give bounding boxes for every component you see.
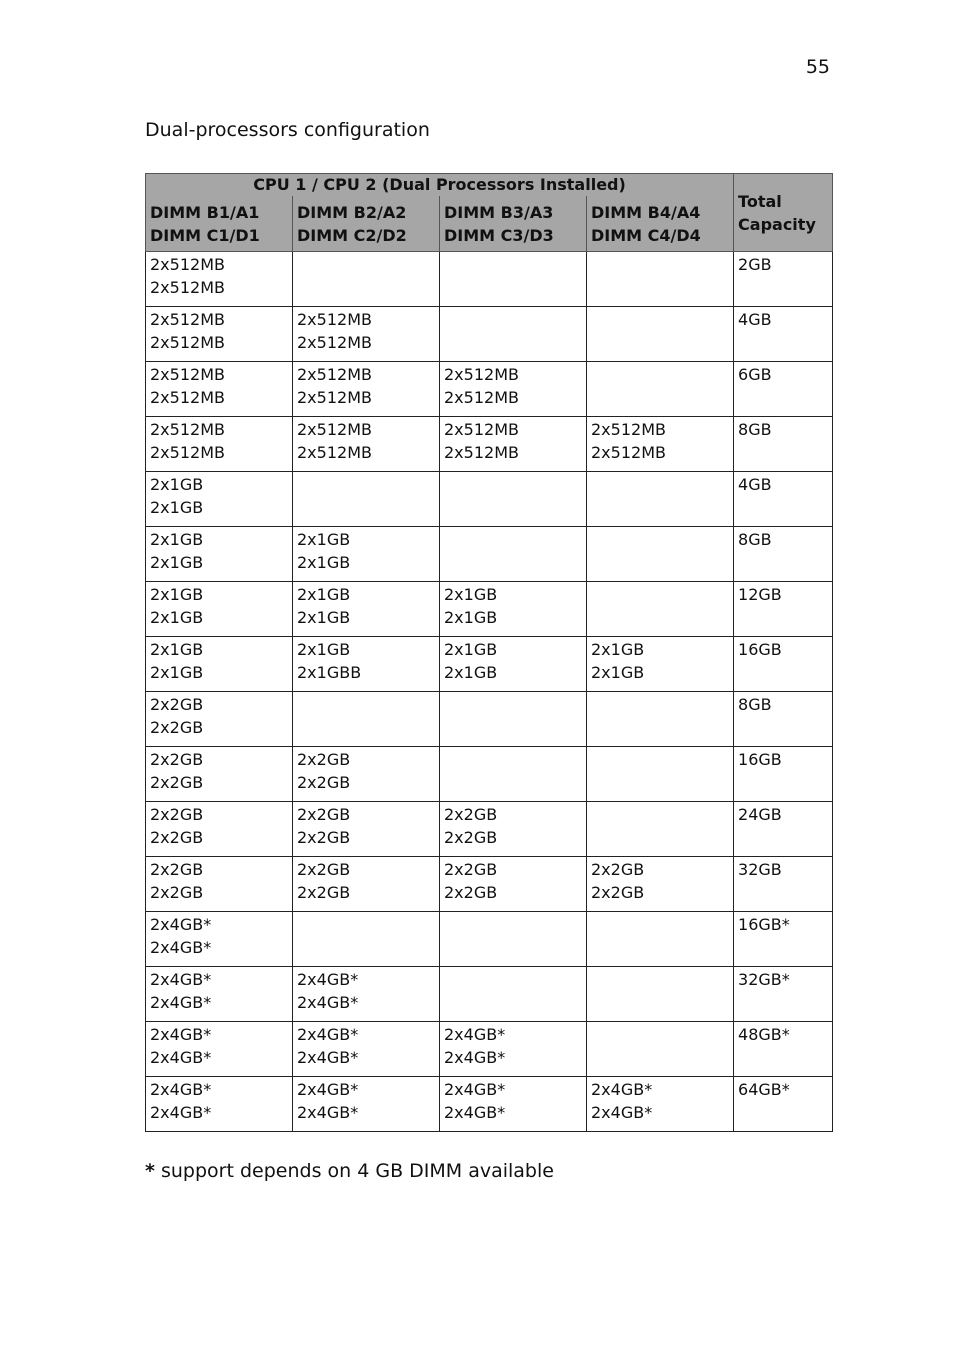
dimm-cell: [146, 582, 293, 637]
dimm-value: 2x2GB: [297, 805, 351, 824]
dimm-value: 2x1GB: [444, 640, 498, 659]
dimm-value: 2x4GB*: [150, 993, 212, 1012]
dimm-cell: [293, 527, 440, 582]
dimm-value: 2x1GB: [444, 663, 498, 682]
dimm-cell: [146, 527, 293, 582]
footnote: [145, 1159, 554, 1183]
dimm-value: 2x512MB: [150, 310, 225, 329]
dimm-cell: [587, 637, 734, 692]
total-capacity-value: 4GB: [738, 310, 772, 329]
dimm-value: 2x512MB: [444, 388, 519, 407]
dimm-cell: [293, 802, 440, 857]
total-capacity-header: [734, 174, 833, 252]
total-capacity-value: 8GB: [738, 530, 772, 549]
dimm-cell: [146, 252, 293, 307]
dimm-cell: [587, 747, 734, 802]
dimm-value: 2x4GB*: [297, 993, 359, 1012]
dimm-value: 2x1GB: [150, 663, 204, 682]
total-capacity-cell: [734, 857, 833, 912]
dimm-cell: [146, 912, 293, 967]
dimm-cell: [146, 857, 293, 912]
dimm-cell: [440, 637, 587, 692]
dimm-value: 2x512MB: [591, 443, 666, 462]
dimm-cell: [146, 417, 293, 472]
dimm-value: 2x4GB*: [150, 915, 212, 934]
dimm-cell: [293, 857, 440, 912]
dimm-value: 2x2GB: [297, 860, 351, 879]
dimm-value: 2x4GB*: [444, 1080, 506, 1099]
total-capacity-cell: [734, 362, 833, 417]
total-capacity-value: 48GB*: [738, 1025, 790, 1044]
table-row: [146, 802, 833, 857]
dimm-value: 2x1GB: [444, 608, 498, 627]
dimm-cell: [587, 582, 734, 637]
section-title: Dual-processors configuration: [145, 119, 430, 141]
dimm-value: 2x2GB: [444, 860, 498, 879]
dimm-value: 2x4GB*: [150, 938, 212, 957]
dimm-cell: [587, 252, 734, 307]
table-row: [146, 252, 833, 307]
dimm-value: 2x1GB: [444, 585, 498, 604]
total-capacity-value: 64GB*: [738, 1080, 790, 1099]
dimm-cell: [293, 637, 440, 692]
dimm-value: 2x512MB: [150, 388, 225, 407]
dimm-value: 2x512MB: [444, 365, 519, 384]
dimm-cell: [587, 692, 734, 747]
dimm-cell: [146, 747, 293, 802]
total-capacity-value: 32GB*: [738, 970, 790, 989]
dimm-value: 2x2GB: [150, 828, 204, 847]
dimm-value: 2x2GB: [150, 695, 204, 714]
dimm-value: 2x1GB: [150, 498, 204, 517]
dimm-value: 2x4GB*: [591, 1103, 653, 1122]
dimm-value: 2x1GB: [591, 663, 645, 682]
dimm-header-line: DIMM C4/D4: [591, 226, 701, 245]
dimm-header-line: DIMM B3/A3: [444, 203, 554, 222]
dimm-value: 2x512MB: [150, 278, 225, 297]
dimm-cell: [293, 362, 440, 417]
dimm-value: 2x512MB: [444, 420, 519, 439]
dimm-value: 2x512MB: [150, 420, 225, 439]
dimm-value: 2x512MB: [297, 388, 372, 407]
dimm-value: 2x1GB: [591, 640, 645, 659]
total-capacity-value: 16GB: [738, 640, 782, 659]
dimm-cell: [440, 472, 587, 527]
dimm-cell: [293, 582, 440, 637]
dimm-value: 2x512MB: [150, 255, 225, 274]
dimm-cell: [587, 1022, 734, 1077]
table-row: [146, 307, 833, 362]
dimm-value: 2x4GB*: [297, 1080, 359, 1099]
table-row: [146, 362, 833, 417]
dimm-cell: [146, 1077, 293, 1132]
total-capacity-cell: [734, 582, 833, 637]
dimm-value: 2x512MB: [297, 365, 372, 384]
dimm-value: 2x4GB*: [444, 1048, 506, 1067]
dimm-header-line: DIMM C1/D1: [150, 226, 260, 245]
dimm-value: 2x512MB: [297, 333, 372, 352]
total-capacity-value: 16GB*: [738, 915, 790, 934]
dimm-cell: [146, 692, 293, 747]
total-capacity-value: 12GB: [738, 585, 782, 604]
dimm-header-line: DIMM B2/A2: [297, 203, 407, 222]
dimm-value: 2x512MB: [297, 420, 372, 439]
dimm-value: 2x512MB: [297, 443, 372, 462]
dimm-cell: [440, 417, 587, 472]
footnote-text: support depends on 4 GB DIMM available: [154, 1160, 554, 1182]
dimm-cell: [146, 967, 293, 1022]
dimm-slot-3-header: [440, 196, 587, 252]
dimm-cell: [587, 1077, 734, 1132]
footnote-marker: *: [145, 1160, 155, 1182]
dimm-value: 2x2GB: [297, 773, 351, 792]
table-row: [146, 1077, 833, 1132]
dimm-cell: [293, 1022, 440, 1077]
dimm-value: 2x2GB: [150, 718, 204, 737]
dimm-cell: [440, 692, 587, 747]
dimm-value: 2x512MB: [297, 310, 372, 329]
memory-configuration-table: [145, 173, 833, 1132]
dimm-value: 2x1GBB: [297, 663, 362, 682]
dimm-cell: [440, 967, 587, 1022]
dimm-header-line: DIMM C3/D3: [444, 226, 554, 245]
dimm-value: 2x2GB: [150, 860, 204, 879]
dimm-cell: [587, 417, 734, 472]
dimm-value: 2x2GB: [444, 883, 498, 902]
dimm-value: 2x4GB*: [444, 1025, 506, 1044]
dimm-cell: [587, 472, 734, 527]
table-row: [146, 747, 833, 802]
dimm-value: 2x2GB: [150, 750, 204, 769]
table-row: [146, 527, 833, 582]
dimm-cell: [146, 1022, 293, 1077]
total-capacity-value: 8GB: [738, 420, 772, 439]
dimm-cell: [293, 967, 440, 1022]
total-header-line: Total: [738, 191, 782, 211]
dimm-value: 2x2GB: [591, 883, 645, 902]
dimm-cell: [293, 252, 440, 307]
total-capacity-value: 24GB: [738, 805, 782, 824]
table-row: [146, 857, 833, 912]
dimm-value: 2x4GB*: [150, 1025, 212, 1044]
total-capacity-cell: [734, 912, 833, 967]
dimm-cell: [587, 527, 734, 582]
dimm-value: 2x4GB*: [150, 1103, 212, 1122]
dimm-cell: [587, 802, 734, 857]
dimm-cell: [440, 527, 587, 582]
dimm-cell: [440, 802, 587, 857]
dimm-header-line: DIMM C2/D2: [297, 226, 407, 245]
dimm-cell: [146, 637, 293, 692]
dimm-value: 2x2GB: [444, 828, 498, 847]
dimm-value: 2x4GB*: [150, 970, 212, 989]
table-row: [146, 417, 833, 472]
dimm-value: 2x512MB: [150, 443, 225, 462]
dimm-value: 2x2GB: [297, 750, 351, 769]
dimm-cell: [587, 967, 734, 1022]
dimm-cell: [440, 582, 587, 637]
total-capacity-value: 8GB: [738, 695, 772, 714]
dimm-value: 2x512MB: [150, 333, 225, 352]
dimm-cell: [293, 912, 440, 967]
dimm-value: 2x1GB: [297, 530, 351, 549]
dimm-cell: [146, 362, 293, 417]
dimm-value: 2x4GB*: [150, 1080, 212, 1099]
dimm-slot-2-header: [293, 196, 440, 252]
dimm-value: 2x2GB: [444, 805, 498, 824]
dimm-value: 2x2GB: [297, 828, 351, 847]
dimm-cell: [293, 747, 440, 802]
table-row: [146, 1022, 833, 1077]
dimm-value: 2x2GB: [150, 883, 204, 902]
dimm-cell: [146, 472, 293, 527]
dimm-cell: [440, 857, 587, 912]
dimm-value: 2x4GB*: [297, 1025, 359, 1044]
total-capacity-value: 32GB: [738, 860, 782, 879]
table-body: [146, 252, 833, 1132]
table-row: [146, 967, 833, 1022]
dimm-cell: [587, 912, 734, 967]
dimm-slot-1-header: [146, 196, 293, 252]
total-capacity-value: 4GB: [738, 475, 772, 494]
dimm-cell: [587, 362, 734, 417]
dimm-value: 2x4GB*: [444, 1103, 506, 1122]
dimm-value: 2x1GB: [297, 553, 351, 572]
dimm-cell: [440, 1077, 587, 1132]
dimm-cell: [440, 362, 587, 417]
dimm-value: 2x1GB: [150, 553, 204, 572]
table-row: [146, 912, 833, 967]
total-capacity-cell: [734, 527, 833, 582]
dimm-value: 2x4GB*: [591, 1080, 653, 1099]
dimm-cell: [146, 307, 293, 362]
total-capacity-value: 6GB: [738, 365, 772, 384]
table-row: [146, 692, 833, 747]
total-capacity-cell: [734, 1022, 833, 1077]
total-capacity-cell: [734, 252, 833, 307]
dimm-value: 2x1GB: [297, 608, 351, 627]
dimm-slot-4-header: [587, 196, 734, 252]
dimm-value: 2x2GB: [150, 805, 204, 824]
dimm-cell: [440, 252, 587, 307]
table-header: [146, 174, 833, 252]
dimm-value: 2x512MB: [444, 443, 519, 462]
dimm-cell: [587, 857, 734, 912]
dimm-value: 2x4GB*: [297, 1048, 359, 1067]
dimm-value: 2x512MB: [591, 420, 666, 439]
total-capacity-cell: [734, 417, 833, 472]
page-number: 55: [805, 56, 830, 78]
total-capacity-cell: [734, 637, 833, 692]
table-row: [146, 637, 833, 692]
total-capacity-cell: [734, 472, 833, 527]
total-capacity-cell: [734, 967, 833, 1022]
table-row: [146, 582, 833, 637]
dimm-value: 2x1GB: [297, 640, 351, 659]
dimm-cell: [440, 747, 587, 802]
dimm-value: 2x2GB: [150, 773, 204, 792]
dimm-cell: [146, 802, 293, 857]
dimm-value: 2x2GB: [591, 860, 645, 879]
header-row-group: [146, 174, 833, 197]
dimm-value: 2x4GB*: [297, 1103, 359, 1122]
dimm-value: 2x1GB: [150, 585, 204, 604]
total-capacity-cell: [734, 307, 833, 362]
dimm-cell: [293, 472, 440, 527]
dimm-cell: [440, 1022, 587, 1077]
total-capacity-cell: [734, 1077, 833, 1132]
dimm-cell: [587, 307, 734, 362]
total-capacity-cell: [734, 692, 833, 747]
total-capacity-cell: [734, 747, 833, 802]
dimm-cell: [293, 1077, 440, 1132]
dimm-value: 2x1GB: [150, 530, 204, 549]
total-header-line: Capacity: [738, 214, 816, 234]
dimm-value: 2x512MB: [150, 365, 225, 384]
dimm-value: 2x1GB: [150, 640, 204, 659]
header-row-dimm: [146, 196, 833, 252]
dimm-cell: [440, 307, 587, 362]
dimm-cell: [293, 692, 440, 747]
total-capacity-value: 16GB: [738, 750, 782, 769]
dimm-cell: [293, 307, 440, 362]
dimm-value: 2x1GB: [297, 585, 351, 604]
total-capacity-value: 2GB: [738, 255, 772, 274]
dimm-value: 2x4GB*: [297, 970, 359, 989]
dimm-cell: [293, 417, 440, 472]
dimm-value: 2x4GB*: [150, 1048, 212, 1067]
dimm-value: 2x1GB: [150, 608, 204, 627]
cpu-group-header: CPU 1 / CPU 2 (Dual Processors Installed): [146, 174, 734, 197]
total-capacity-cell: [734, 802, 833, 857]
dimm-cell: [440, 912, 587, 967]
table-row: [146, 472, 833, 527]
dimm-value: 2x1GB: [150, 475, 204, 494]
dimm-value: 2x2GB: [297, 883, 351, 902]
dimm-header-line: DIMM B1/A1: [150, 203, 260, 222]
dimm-header-line: DIMM B4/A4: [591, 203, 701, 222]
